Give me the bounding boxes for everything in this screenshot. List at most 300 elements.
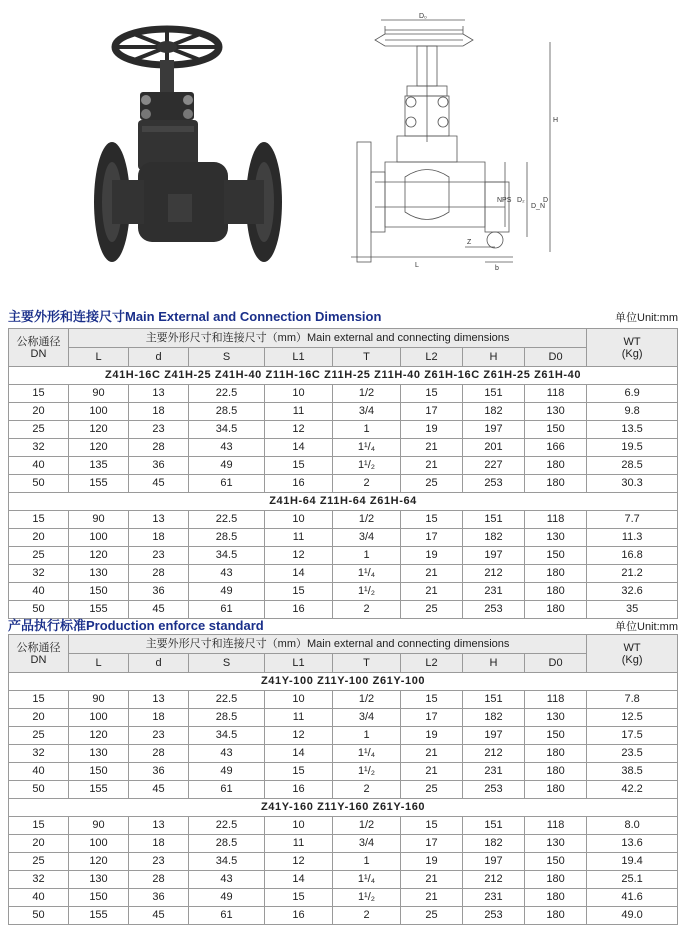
table-cell: 130: [69, 745, 129, 763]
table-cell: 10: [265, 817, 333, 835]
table-row: [9, 457, 678, 475]
table-cell: 130: [69, 565, 129, 583]
table-cell: 40: [9, 763, 69, 781]
table-cell: 50: [9, 781, 69, 799]
column-header: L: [69, 348, 129, 367]
dimension-group-header: 主要外形尺寸和连接尺寸（mm）Main external and connecting dimensions: [69, 635, 587, 654]
table-cell: 180: [525, 763, 587, 781]
table-cell: 43: [189, 565, 265, 583]
table-cell: 151: [463, 691, 525, 709]
table-cell: 45: [129, 781, 189, 799]
table-cell: 182: [463, 835, 525, 853]
table-cell: 1: [333, 853, 401, 871]
table-cell: 151: [463, 385, 525, 403]
column-header: d: [129, 654, 189, 673]
label-b: b: [495, 265, 499, 272]
section-title-production-standard: 产品执行标准Production enforce standard: [8, 618, 264, 633]
table-cell: 13: [129, 691, 189, 709]
table-cell: 22.5: [189, 385, 265, 403]
column-header: L: [69, 654, 129, 673]
table-cell: 1: [333, 421, 401, 439]
table-cell: 25: [9, 853, 69, 871]
valve-section-drawing: [345, 12, 590, 274]
table-cell: 15: [401, 385, 463, 403]
table-cell: 34.5: [189, 421, 265, 439]
table-cell: 18: [129, 835, 189, 853]
table-cell: 130: [69, 871, 129, 889]
table-cell: 25: [401, 475, 463, 493]
table-cell: 3/4: [333, 403, 401, 421]
table-cell: 6.9: [587, 385, 678, 403]
table-cell: 1¹/₂: [333, 457, 401, 475]
label-dn: D_N: [531, 203, 546, 210]
table-cell: 16: [265, 781, 333, 799]
table-cell: 28.5: [189, 835, 265, 853]
table-cell: 212: [463, 745, 525, 763]
table-cell: 11: [265, 709, 333, 727]
table-cell: 40: [9, 457, 69, 475]
table-cell: 21: [401, 583, 463, 601]
column-header: T: [333, 654, 401, 673]
table-cell: 182: [463, 403, 525, 421]
table-cell: 35: [587, 601, 678, 619]
table-cell: 61: [189, 781, 265, 799]
table-cell: 7.7: [587, 511, 678, 529]
table-cell: 17: [401, 835, 463, 853]
table-cell: 150: [69, 763, 129, 781]
table-cell: 150: [69, 583, 129, 601]
table-cell: 49: [189, 763, 265, 781]
table-cell: 13: [129, 385, 189, 403]
table-cell: 49: [189, 457, 265, 475]
table-row: [9, 907, 678, 925]
table-cell: 20: [9, 529, 69, 547]
table-cell: 34.5: [189, 547, 265, 565]
table-cell: 45: [129, 907, 189, 925]
table-cell: 1: [333, 547, 401, 565]
table-cell: 28: [129, 871, 189, 889]
table-cell: 155: [69, 907, 129, 925]
table-row: [9, 889, 678, 907]
table-cell: 19: [401, 853, 463, 871]
column-header: H: [463, 348, 525, 367]
table-cell: 90: [69, 511, 129, 529]
table-cell: 180: [525, 781, 587, 799]
table-cell: 2: [333, 601, 401, 619]
table-cell: 34.5: [189, 727, 265, 745]
table-cell: 120: [69, 727, 129, 745]
table-cell: 18: [129, 709, 189, 727]
table-cell: 100: [69, 709, 129, 727]
table-cell: 155: [69, 475, 129, 493]
table-cell: 14: [265, 439, 333, 457]
weight-header: [587, 329, 678, 367]
table-cell: 12.5: [587, 709, 678, 727]
table-cell: 11: [265, 835, 333, 853]
table-cell: 40: [9, 889, 69, 907]
table-cell: 15: [265, 889, 333, 907]
model-list: Z41Y-160 Z11Y-160 Z61Y-160: [9, 799, 678, 817]
table-cell: 2: [333, 781, 401, 799]
column-header: L2: [401, 348, 463, 367]
table-cell: 1¹/₂: [333, 763, 401, 781]
table-row: [9, 421, 678, 439]
table-row: [9, 709, 678, 727]
table-cell: 15: [265, 763, 333, 781]
table-row: [9, 817, 678, 835]
table-cell: 16.8: [587, 547, 678, 565]
table-cell: 20: [9, 403, 69, 421]
table-cell: 30.3: [587, 475, 678, 493]
table-cell: 15: [9, 385, 69, 403]
table-cell: 253: [463, 475, 525, 493]
header-row: [9, 635, 678, 654]
weight-header-wt: WT: [623, 335, 641, 348]
label-d0: D₀: [419, 13, 427, 20]
table-cell: 11: [265, 529, 333, 547]
table-cell: 130: [525, 709, 587, 727]
table-cell: 61: [189, 475, 265, 493]
table-cell: 9.8: [587, 403, 678, 421]
table-cell: 150: [69, 889, 129, 907]
table-cell: 120: [69, 439, 129, 457]
table-row: [9, 439, 678, 457]
table-cell: 10: [265, 511, 333, 529]
table-cell: 20: [9, 835, 69, 853]
table-cell: 25: [401, 601, 463, 619]
table-cell: 155: [69, 781, 129, 799]
header-row: [9, 329, 678, 348]
table-cell: 16: [265, 475, 333, 493]
table-cell: 1¹/₄: [333, 745, 401, 763]
label-z: Z: [467, 239, 472, 246]
table-cell: 90: [69, 385, 129, 403]
table-row: [9, 745, 678, 763]
table-cell: 120: [69, 853, 129, 871]
table-cell: 135: [69, 457, 129, 475]
table-cell: 28: [129, 565, 189, 583]
table-cell: 12: [265, 421, 333, 439]
model-list: Z41H-16C Z41H-25 Z41H-40 Z11H-16C Z11H-25 Z11H-40 Z61H-16C Z61H-25 Z61H-40: [9, 367, 678, 385]
table-row: [9, 763, 678, 781]
table-cell: 36: [129, 457, 189, 475]
model-row: [9, 673, 678, 691]
table-cell: 28: [129, 745, 189, 763]
table-cell: 13.5: [587, 421, 678, 439]
table-cell: 15: [9, 511, 69, 529]
column-header-row: [9, 654, 678, 673]
dn-header: [9, 329, 69, 367]
table-cell: 14: [265, 565, 333, 583]
table-cell: 22.5: [189, 691, 265, 709]
table-cell: 22.5: [189, 817, 265, 835]
table-cell: 19.4: [587, 853, 678, 871]
table-cell: 90: [69, 691, 129, 709]
table-cell: 100: [69, 403, 129, 421]
table-cell: 1/2: [333, 511, 401, 529]
table-cell: 197: [463, 727, 525, 745]
valve-photo: [92, 22, 287, 272]
table-cell: 130: [525, 835, 587, 853]
table-cell: 23: [129, 547, 189, 565]
table-cell: 180: [525, 583, 587, 601]
table-cell: 23: [129, 727, 189, 745]
table-cell: 25: [401, 907, 463, 925]
table-row: [9, 547, 678, 565]
table-cell: 180: [525, 871, 587, 889]
table-cell: 23.5: [587, 745, 678, 763]
table-cell: 17: [401, 529, 463, 547]
table-cell: 11: [265, 403, 333, 421]
column-header: T: [333, 348, 401, 367]
column-header: L1: [265, 348, 333, 367]
column-header: L1: [265, 654, 333, 673]
table-cell: 118: [525, 817, 587, 835]
table-cell: 32: [9, 871, 69, 889]
table-cell: 16: [265, 601, 333, 619]
model-row: [9, 367, 678, 385]
table-cell: 155: [69, 601, 129, 619]
table-cell: 25: [9, 727, 69, 745]
table-cell: 28.5: [189, 529, 265, 547]
table-cell: 1¹/₄: [333, 565, 401, 583]
unit-label: 单位Unit:mm: [615, 621, 678, 633]
table-cell: 1/2: [333, 817, 401, 835]
table-cell: 180: [525, 601, 587, 619]
table-cell: 3/4: [333, 529, 401, 547]
column-header: L2: [401, 654, 463, 673]
table-row: [9, 727, 678, 745]
table-cell: 21: [401, 889, 463, 907]
table-cell: 118: [525, 691, 587, 709]
table-cell: 17: [401, 403, 463, 421]
table-cell: 36: [129, 889, 189, 907]
weight-header-unit: (Kg): [621, 347, 643, 360]
table-cell: 100: [69, 835, 129, 853]
table-cell: 231: [463, 889, 525, 907]
column-header: d: [129, 348, 189, 367]
table-cell: 21: [401, 745, 463, 763]
table-cell: 100: [69, 529, 129, 547]
table-cell: 130: [525, 529, 587, 547]
table-cell: 34.5: [189, 853, 265, 871]
table-cell: 17.5: [587, 727, 678, 745]
table-cell: 25: [9, 547, 69, 565]
table-cell: 1¹/₄: [333, 439, 401, 457]
table-cell: 13: [129, 817, 189, 835]
table-row: [9, 565, 678, 583]
column-header: S: [189, 654, 265, 673]
table-cell: 253: [463, 907, 525, 925]
table-cell: 23: [129, 853, 189, 871]
table-cell: 150: [525, 853, 587, 871]
label-l: L: [415, 262, 419, 269]
table-cell: 15: [265, 457, 333, 475]
table-cell: 20: [9, 709, 69, 727]
table-row: [9, 781, 678, 799]
unit-label: 单位Unit:mm: [615, 312, 678, 324]
table-cell: 150: [525, 421, 587, 439]
table-cell: 25: [401, 781, 463, 799]
table-cell: 19: [401, 547, 463, 565]
production-standard-table: [8, 634, 678, 925]
table-row: [9, 853, 678, 871]
table-cell: 1¹/₂: [333, 889, 401, 907]
table-cell: 28.5: [189, 709, 265, 727]
table-cell: 180: [525, 745, 587, 763]
table-cell: 231: [463, 763, 525, 781]
dimension-group-header: 主要外形尺寸和连接尺寸（mm）Main external and connecting dimensions: [69, 329, 587, 348]
table-cell: 43: [189, 439, 265, 457]
table-cell: 36: [129, 583, 189, 601]
table-cell: 151: [463, 817, 525, 835]
dn-header-en: DN: [30, 653, 47, 666]
table-cell: 13: [129, 511, 189, 529]
table-cell: 197: [463, 547, 525, 565]
table-cell: 11.3: [587, 529, 678, 547]
model-list: Z41Y-100 Z11Y-100 Z61Y-100: [9, 673, 678, 691]
dn-header-en: DN: [30, 347, 47, 360]
model-row: [9, 493, 678, 511]
table-cell: 61: [189, 907, 265, 925]
table-cell: 180: [525, 457, 587, 475]
table-cell: 32: [9, 565, 69, 583]
table-cell: 19.5: [587, 439, 678, 457]
table-cell: 36: [129, 763, 189, 781]
table-row: [9, 583, 678, 601]
table-cell: 150: [525, 727, 587, 745]
weight-header-unit: (Kg): [621, 653, 643, 666]
label-nps: NPS: [497, 197, 512, 204]
table-cell: 43: [189, 745, 265, 763]
column-header: D0: [525, 654, 587, 673]
table-cell: 19: [401, 421, 463, 439]
table-cell: 49: [189, 889, 265, 907]
dn-header: [9, 635, 69, 673]
table-cell: 15: [401, 691, 463, 709]
table-cell: 42.2: [587, 781, 678, 799]
table-cell: 40: [9, 583, 69, 601]
table-row: [9, 403, 678, 421]
table-cell: 231: [463, 583, 525, 601]
table-cell: 21: [401, 439, 463, 457]
table-cell: 32: [9, 439, 69, 457]
table-cell: 21: [401, 457, 463, 475]
table-cell: 3/4: [333, 835, 401, 853]
table-cell: 120: [69, 547, 129, 565]
table-cell: 8.0: [587, 817, 678, 835]
table-cell: 49: [189, 583, 265, 601]
table-cell: 12: [265, 727, 333, 745]
table-cell: 50: [9, 907, 69, 925]
table-cell: 14: [265, 871, 333, 889]
table-cell: 1/2: [333, 691, 401, 709]
table-cell: 61: [189, 601, 265, 619]
table-cell: 10: [265, 691, 333, 709]
table-cell: 18: [129, 403, 189, 421]
column-header-row: [9, 348, 678, 367]
table-cell: 15: [9, 691, 69, 709]
table-cell: 10: [265, 385, 333, 403]
table-cell: 150: [525, 547, 587, 565]
table-cell: 212: [463, 871, 525, 889]
table-cell: 25: [9, 421, 69, 439]
table-cell: 21: [401, 565, 463, 583]
table-cell: 45: [129, 601, 189, 619]
table-cell: 21: [401, 763, 463, 781]
table-cell: 3/4: [333, 709, 401, 727]
table-cell: 28.5: [587, 457, 678, 475]
table-cell: 253: [463, 781, 525, 799]
table-cell: 1¹/₂: [333, 583, 401, 601]
table-cell: 22.5: [189, 511, 265, 529]
table-cell: 18: [129, 529, 189, 547]
table-cell: 130: [525, 403, 587, 421]
table-cell: 28: [129, 439, 189, 457]
table-cell: 120: [69, 421, 129, 439]
table-row: [9, 529, 678, 547]
weight-header: [587, 635, 678, 673]
model-list: Z41H-64 Z11H-64 Z61H-64: [9, 493, 678, 511]
table-cell: 212: [463, 565, 525, 583]
table-cell: 45: [129, 475, 189, 493]
table-cell: 118: [525, 511, 587, 529]
table-row: [9, 835, 678, 853]
table-cell: 15: [401, 817, 463, 835]
table-cell: 197: [463, 421, 525, 439]
table-row: [9, 871, 678, 889]
table-cell: 38.5: [587, 763, 678, 781]
table-cell: 21: [401, 871, 463, 889]
column-header: S: [189, 348, 265, 367]
table-cell: 90: [69, 817, 129, 835]
table-cell: 17: [401, 709, 463, 727]
table-cell: 166: [525, 439, 587, 457]
model-row: [9, 799, 678, 817]
table-cell: 197: [463, 853, 525, 871]
table-cell: 151: [463, 511, 525, 529]
table-cell: 2: [333, 907, 401, 925]
weight-header-wt: WT: [623, 641, 641, 654]
table-row: [9, 511, 678, 529]
table-cell: 15: [9, 817, 69, 835]
dn-header-cn: 公称通径: [16, 641, 61, 654]
table-cell: 1: [333, 727, 401, 745]
table-cell: 32.6: [587, 583, 678, 601]
table-cell: 49.0: [587, 907, 678, 925]
label-h: H: [553, 117, 559, 124]
table-cell: 180: [525, 889, 587, 907]
table-cell: 118: [525, 385, 587, 403]
table-cell: 1/2: [333, 385, 401, 403]
table-cell: 201: [463, 439, 525, 457]
table-cell: 180: [525, 907, 587, 925]
column-header: H: [463, 654, 525, 673]
table-cell: 16: [265, 907, 333, 925]
label-d: D: [543, 197, 549, 204]
table-row: [9, 385, 678, 403]
table-cell: 12: [265, 853, 333, 871]
table-cell: 41.6: [587, 889, 678, 907]
table-cell: 182: [463, 529, 525, 547]
table-cell: 28.5: [189, 403, 265, 421]
table-cell: 21.2: [587, 565, 678, 583]
table-cell: 14: [265, 745, 333, 763]
table-cell: 182: [463, 709, 525, 727]
table-cell: 13.6: [587, 835, 678, 853]
table-cell: 180: [525, 565, 587, 583]
table-row: [9, 691, 678, 709]
